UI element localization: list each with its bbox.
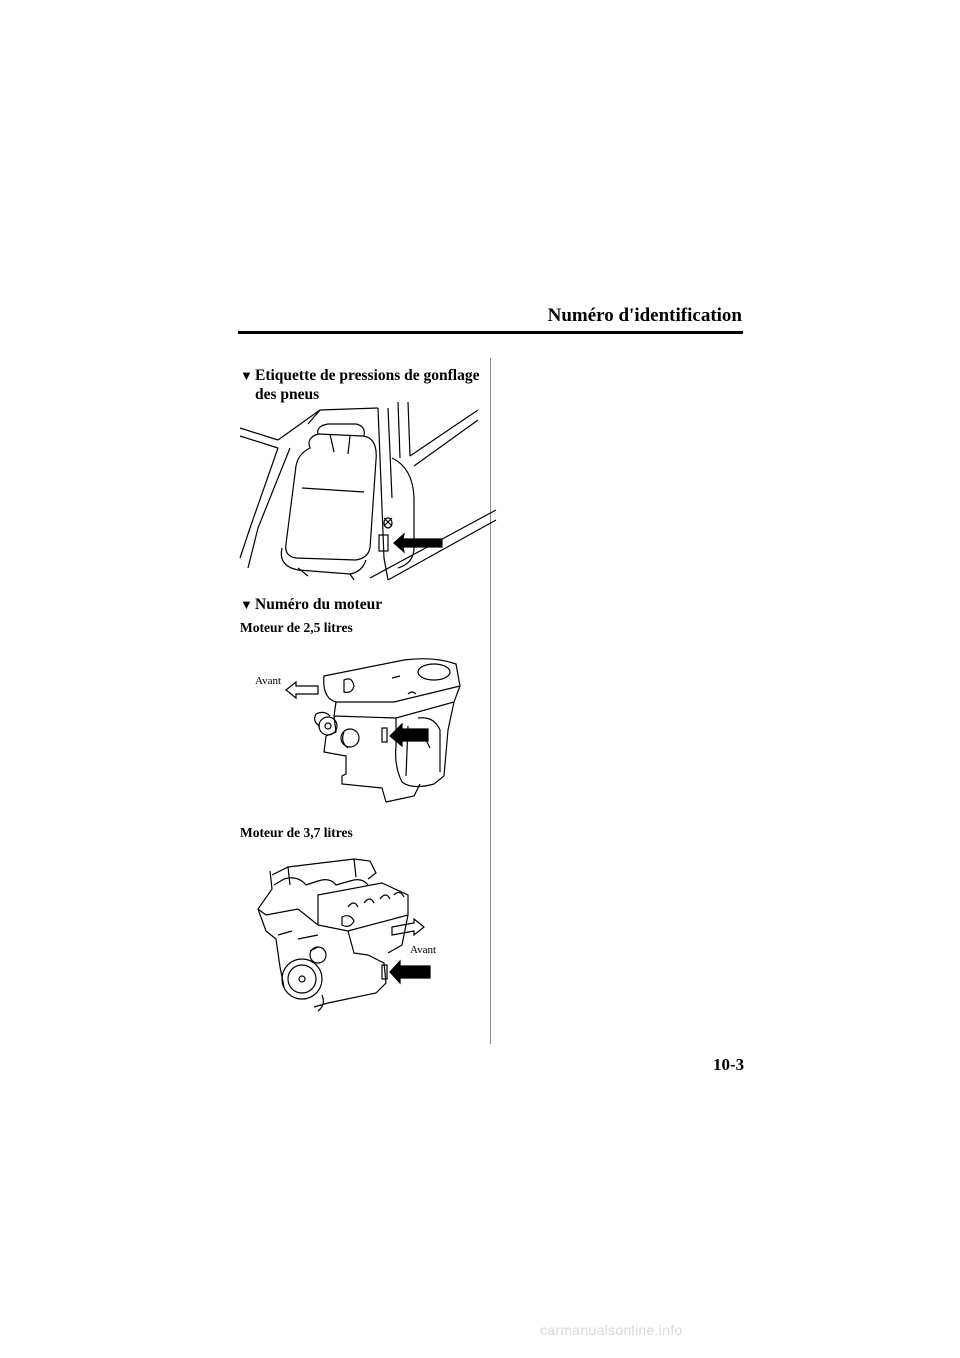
column-divider: [490, 358, 491, 1044]
page-number: 10-3: [713, 1055, 745, 1074]
engine-25-title: Moteur de 2,5 litres: [240, 620, 353, 635]
page-section-title: Numéro d'identification: [547, 305, 742, 326]
engine-37-title: Moteur de 3,7 litres: [240, 825, 353, 840]
header-rule: [238, 331, 743, 334]
door-pillar-illustration: [238, 398, 488, 580]
pointer-arrow-icon: [390, 961, 430, 983]
front-arrow-icon: [392, 919, 424, 935]
tire-label-heading-line1: Etiquette de pressions de gonflage: [255, 367, 480, 384]
section-bullet-icon: ▼: [240, 597, 253, 612]
engine-number-marker: [382, 728, 387, 742]
front-label-37: Avant: [410, 944, 437, 956]
pointer-arrow-icon: [394, 534, 442, 552]
front-label-25: Avant: [255, 675, 282, 687]
engine-number-heading-text: Numéro du moteur: [255, 596, 383, 613]
front-arrow-icon: [286, 682, 318, 698]
section-bullet-icon: ▼: [240, 368, 253, 383]
footer-watermark: carmanualsonline.info: [540, 1322, 683, 1338]
engine-25-illustration: [284, 656, 464, 802]
engine-37-illustration: [258, 855, 448, 1015]
engine-number-heading: [240, 595, 382, 614]
tire-label-heading-line2: des pneus: [255, 386, 320, 403]
